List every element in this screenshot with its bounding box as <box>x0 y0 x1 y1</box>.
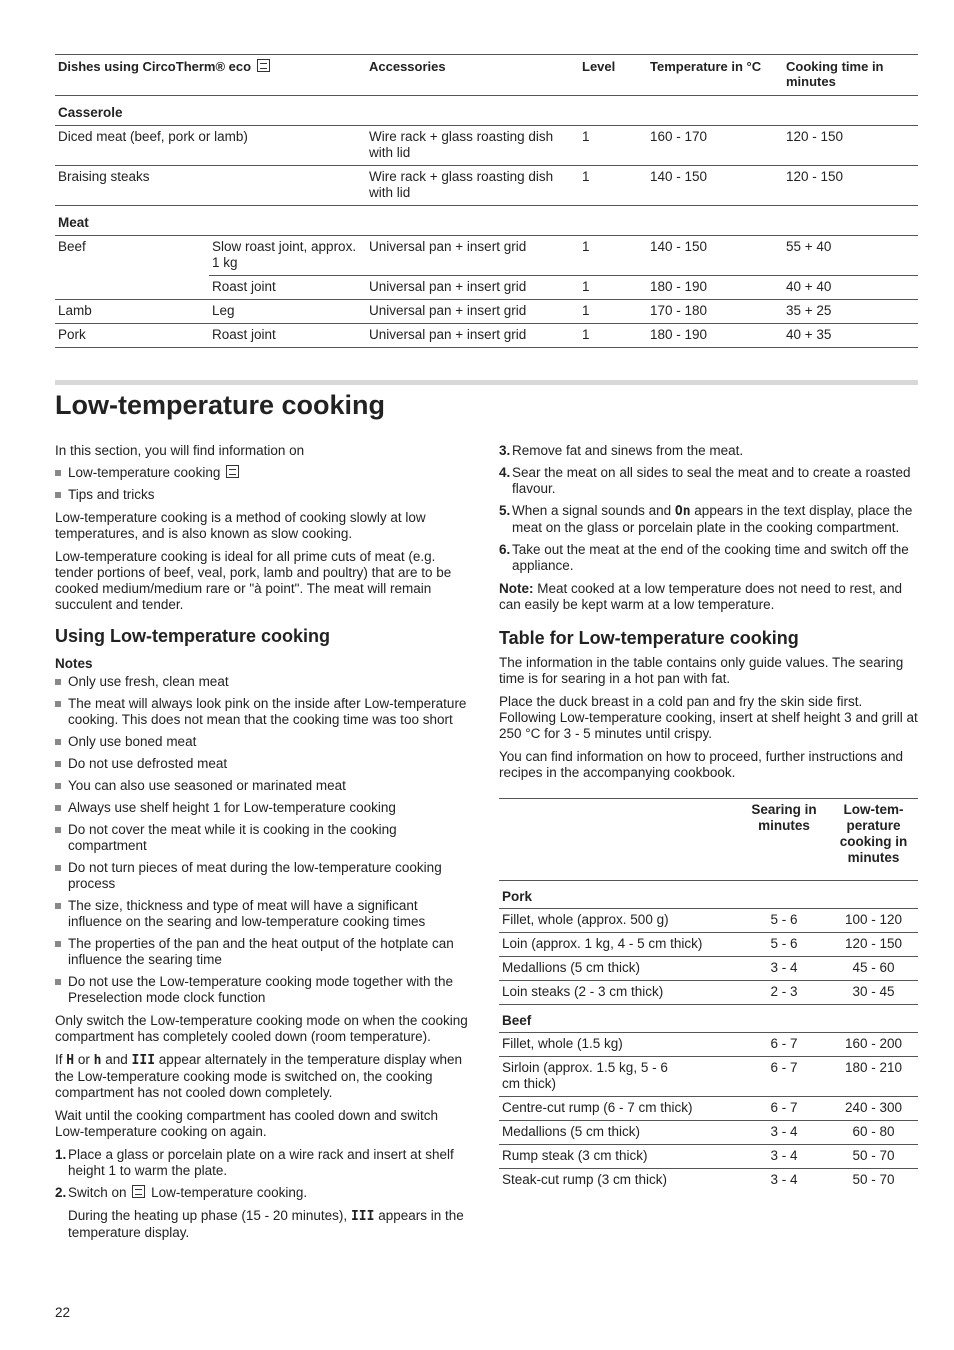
list-item: The size, thickness and type of meat will have a significant influence on the searing and low-temperature cooking times <box>55 898 470 930</box>
list-item: Do not use defrosted meat <box>55 756 470 772</box>
paragraph: Only switch the Low-temperature cooking mode on when the cooking compartment has completely cooled down (room temperature). <box>55 1013 468 1044</box>
steps-list-left <box>55 1147 470 1201</box>
header-accessories: Accessories <box>366 55 579 96</box>
paragraph: Place the duck breast in a cold pan and fry the skin side first. Following Low-temperature cooking, insert at shelf height 3 and grill at 250 °C for 3 - 5 minutes until crispy. <box>499 694 918 741</box>
paragraph: The information in the table contains only guide values. The searing time is for searing in a hot pan with fat. <box>499 655 904 686</box>
list-item: 5. When a signal sounds and On appears in the text display, place the meat on the glass or porcelain plate in the cooking compartment. <box>499 503 913 535</box>
notes-list <box>55 674 470 1006</box>
section-title: Low-temperature cooking <box>55 390 386 420</box>
page-number: 22 <box>55 1305 71 1320</box>
list-item: 6. Take out the meat at the end of the cooking time and switch off the appliance. <box>499 542 909 573</box>
header-temperature: Temperature in °C <box>647 55 783 96</box>
section-divider <box>55 380 918 385</box>
table-row: Pork Roast joint Universal pan + insert grid 1 180 - 190 40 + 35 <box>55 324 918 348</box>
header-dishes: Dishes using CircoTherm® eco <box>55 55 366 96</box>
list-item: You can also use seasoned or marinated meat <box>55 778 470 794</box>
table-row: Fillet, whole (1.5 kg) 6 - 7 160 - 200 <box>499 1033 918 1057</box>
list-item: 1. Place a glass or porcelain plate on a wire rack and insert at shelf height 1 to warm the plate. <box>55 1147 454 1178</box>
table-row: Centre-cut rump (6 - 7 cm thick) 6 - 7 240 - 300 <box>499 1097 918 1121</box>
table-row: Beef Slow roast joint, approx. 1 kg Universal pan + insert grid 1 140 - 150 55 + 40 <box>55 236 918 276</box>
display-bars-glyph: III <box>350 1209 375 1224</box>
group-pork: Pork <box>499 881 918 909</box>
table-row: Sirloin (approx. 1.5 kg, 5 - 6 cm thick) 6 - 7 180 - 210 <box>499 1057 918 1097</box>
list-item: Low-temperature cooking <box>55 465 470 481</box>
header-low-temp-cooking: Low-tem-perature cooking in minutes <box>829 799 918 881</box>
group-meat: Meat <box>55 206 918 236</box>
list-item: 4. Sear the meat on all sides to seal the meat and to create a roasted flavour. <box>499 465 911 496</box>
table-row: Roast joint Universal pan + insert grid 1 180 - 190 40 + 40 <box>55 276 918 300</box>
display-on-glyph: On <box>674 504 691 519</box>
list-item: The meat will always look pink on the inside after Low-temperature cooking. This does not mean that the cooking time was too short <box>55 696 470 728</box>
list-item: Only use fresh, clean meat <box>55 674 470 690</box>
circotherm-eco-table <box>55 54 918 348</box>
table-row: Braising steaks Wire rack + glass roasting dish with lid 1 140 - 150 120 - 150 <box>55 166 918 206</box>
table-row: Diced meat (beef, pork or lamb) Wire rack + glass roasting dish with lid 1 160 - 170 120 - 150 <box>55 126 918 166</box>
notes-heading: Notes <box>55 656 93 671</box>
list-item: Tips and tricks <box>55 487 470 503</box>
display-h-glyph: h <box>93 1053 102 1068</box>
table-row: Loin (approx. 1 kg, 4 - 5 cm thick) 5 - 6 120 - 150 <box>499 933 918 957</box>
low-temperature-icon <box>132 1185 145 1198</box>
step-2-detail: During the heating up phase (15 - 20 minutes), III appears in the temperature display. <box>68 1208 464 1240</box>
table-heading: Table for Low-temperature cooking <box>499 628 799 648</box>
low-temperature-table <box>499 798 918 1192</box>
paragraph: Wait until the cooking compartment has cooled down and switch Low-temperature cooking on again. <box>55 1108 438 1139</box>
table-row: Rump steak (3 cm thick) 3 - 4 50 - 70 <box>499 1145 918 1169</box>
list-item: The properties of the pan and the heat output of the hotplate can influence the searing time <box>55 936 470 968</box>
list-item: Do not use the Low-temperature cooking mode together with the Preselection mode clock function <box>55 974 470 1006</box>
list-item: Always use shelf height 1 for Low-temperature cooking <box>55 800 470 816</box>
using-heading: Using Low-temperature cooking <box>55 626 331 646</box>
right-column <box>499 443 919 1192</box>
group-casserole: Casserole <box>55 96 918 126</box>
list-item: Do not cover the meat while it is cooking in the cooking compartment <box>55 822 470 854</box>
display-H-glyph: H <box>66 1053 75 1068</box>
note: Note: Meat cooked at a low temperature does not need to rest, and can easily be kept warm at a low temperature. <box>499 581 902 612</box>
table-row: Lamb Leg Universal pan + insert grid 1 170 - 180 35 + 25 <box>55 300 918 324</box>
paragraph: Low-temperature cooking is a method of cooking slowly at low temperatures, and is also known as slow cooking. <box>55 510 426 541</box>
header-cooking-time: Cooking time in minutes <box>783 55 918 96</box>
paragraph: You can find information on how to proceed, further instructions and recipes in the accompanying cookbook. <box>499 749 903 780</box>
steps-list-right <box>499 443 919 574</box>
paragraph: Low-temperature cooking is ideal for all prime cuts of meat (e.g. tender portions of beef, veal, pork, lamb and poultry) that are to be cooked medium/medium rare or "à point". The meat will remain succulent and tender. <box>55 549 452 612</box>
group-beef: Beef <box>499 1005 918 1033</box>
paragraph: If H or h and III appear alternately in the temperature display when the Low-temperature cooking mode is switched on, the cooking compartment has not cooled down completely. <box>55 1052 462 1100</box>
header-searing: Searing in minutes <box>739 799 829 881</box>
table-row: Loin steaks (2 - 3 cm thick) 2 - 3 30 - 45 <box>499 981 918 1005</box>
left-column <box>55 443 470 1248</box>
intro-text: In this section, you will find information on <box>55 443 305 458</box>
list-item: Do not turn pieces of meat during the low-temperature cooking process <box>55 860 470 892</box>
table-row: Medallions (5 cm thick) 3 - 4 60 - 80 <box>499 1121 918 1145</box>
table-row: Steak-cut rump (3 cm thick) 3 - 4 50 - 70 <box>502 1172 895 1187</box>
table-row: Fillet, whole (approx. 500 g) 5 - 6 100 - 120 <box>499 909 918 933</box>
intro-list <box>55 465 470 503</box>
table-row: Medallions (5 cm thick) 3 - 4 45 - 60 <box>499 957 918 981</box>
list-item: Only use boned meat <box>55 734 470 750</box>
header-level: Level <box>579 55 647 96</box>
circotherm-eco-icon <box>257 59 270 72</box>
low-temperature-icon <box>226 465 239 478</box>
list-item: 2. Switch on Low-temperature cooking. <box>55 1185 308 1200</box>
list-item: 3. Remove fat and sinews from the meat. <box>499 443 744 458</box>
display-bars-glyph: III <box>131 1053 156 1068</box>
